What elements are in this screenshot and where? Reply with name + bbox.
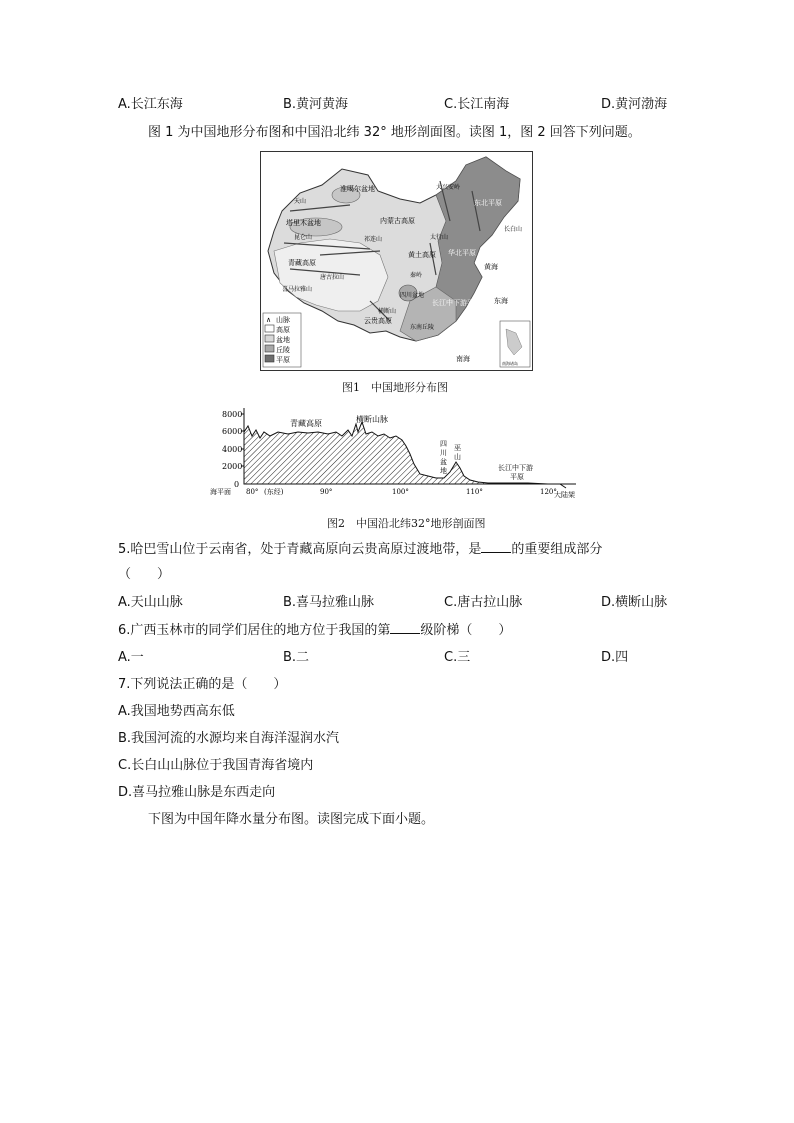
- figure-intro: 图 1 为中国地形分布图和中国沿北纬 32° 地形剖面图。读图 1，图 2 回答下列问题。: [148, 125, 641, 140]
- x-tick-120: 120°: [540, 488, 557, 496]
- q5-stem-tail: 的重要组成部分: [511, 542, 603, 557]
- y-tick-0: 0: [234, 480, 240, 489]
- q6-option-d[interactable]: D.四: [601, 650, 629, 665]
- map-label-tanggula: 唐古拉山: [320, 274, 345, 281]
- south-sea-inset: [500, 321, 530, 367]
- map-label-qinling: 秦岭: [410, 272, 423, 279]
- q4-option-a[interactable]: A.长江东海: [118, 97, 183, 112]
- profile-label-sichuan-2: 川: [440, 449, 447, 457]
- q5-option-b[interactable]: B.喜马拉雅山脉: [283, 595, 375, 610]
- figure1-caption: 图1 中国地形分布图: [342, 381, 448, 394]
- profile-label-changjiang-2: 平原: [510, 473, 524, 481]
- map-label-junggar: 准噶尔盆地: [340, 185, 375, 193]
- q6-stem-tail: 级阶梯（ ）: [420, 623, 512, 638]
- map-label-daxinganling: 大兴安岭: [436, 184, 461, 191]
- map-label-neimenggu: 内蒙古高原: [380, 217, 415, 225]
- q5-option-c[interactable]: C.唐古拉山脉: [444, 595, 523, 610]
- x-tick-90: 90°: [320, 488, 333, 496]
- x-tick-110: 110°: [466, 488, 483, 496]
- y-tick-6000: 6000: [222, 427, 243, 436]
- china-terrain-map: [260, 151, 533, 371]
- profile-label-hengduan: 横断山脉: [356, 415, 388, 424]
- legend-label-plain: 平原: [276, 356, 290, 364]
- map-label-changbai: 长白山: [504, 226, 523, 233]
- map-label-dongbei: 东北平原: [474, 199, 502, 207]
- q5-blank: [481, 540, 511, 553]
- map-label-nanhai: 南海: [456, 355, 470, 363]
- q5-paren: （ ）: [118, 567, 171, 582]
- map-label-yungui: 云贵高原: [364, 317, 392, 325]
- q6-option-c[interactable]: C.三: [444, 650, 471, 665]
- y-tick-2000: 2000: [222, 462, 243, 471]
- profile-terrain: [244, 422, 548, 484]
- map-label-sichuan: 四川盆地: [400, 292, 425, 299]
- map-label-tarim: 塔里木盆地: [286, 219, 321, 227]
- map-label-huanghai: 黄海: [484, 263, 498, 271]
- map-label-hengduan: 横断山: [378, 308, 397, 315]
- map-label-huangtu: 黄土高原: [408, 251, 436, 259]
- map-label-tianshan: 天山: [294, 198, 307, 205]
- y-tick-8000: 8000: [222, 410, 243, 419]
- x-unit: (东经): [264, 488, 284, 496]
- q6-options: [118, 649, 678, 667]
- map-label-taihang: 太行山: [430, 234, 449, 241]
- profile-label-sichuan-3: 盆: [440, 458, 447, 466]
- map-label-donghai: 东海: [494, 297, 508, 305]
- q7-option-b[interactable]: B.我国河流的水源均来自海洋湿润水汽: [118, 731, 340, 746]
- profile-label-qingzang: 青藏高原: [290, 419, 322, 428]
- legend-icon-mountain: ∧: [266, 316, 272, 324]
- terrain-profile: [208, 402, 588, 502]
- next-figure-intro: 下图为中国年降水量分布图。读图完成下面小题。: [148, 812, 435, 827]
- profile-svg: [208, 402, 588, 502]
- x-tick-80: 80°: [246, 488, 259, 496]
- legend-label-hills: 丘陵: [276, 346, 290, 354]
- q5-option-a[interactable]: A.天山山脉: [118, 595, 183, 610]
- x-tick-100: 100°: [392, 488, 409, 496]
- map-label-changjiang: 长江中下游平原: [432, 299, 481, 307]
- q6-stem-text: 6.广西玉林市的同学们居住的地方位于我国的第: [118, 623, 391, 638]
- profile-label-changjiang-1: 长江中下游: [498, 464, 533, 472]
- q6-stem: [118, 621, 511, 640]
- profile-label-wushan-1: 巫: [454, 444, 461, 452]
- map-label-ximalaya: 喜马拉雅山: [282, 286, 313, 293]
- map-label-qilian: 祁连山: [364, 236, 383, 243]
- q6-option-a[interactable]: A.一: [118, 650, 144, 665]
- q5-option-d[interactable]: D.横断山脉: [601, 595, 668, 610]
- q5-stem: [118, 540, 602, 559]
- profile-label-sichuan-4: 地: [440, 467, 447, 475]
- map-label-dongnan: 东南丘陵: [410, 324, 435, 331]
- map-label-qingzang: 青藏高原: [288, 259, 316, 267]
- profile-label-wushan-2: 山: [454, 453, 461, 461]
- q6-blank: [390, 621, 420, 634]
- shelf-label: 大陆架: [554, 491, 575, 499]
- y-tick-4000: 4000: [222, 445, 243, 454]
- q7-option-a[interactable]: A.我国地势西高东低: [118, 704, 235, 719]
- q6-option-b[interactable]: B.二: [283, 650, 310, 665]
- map-label-kunlun: 昆仑山: [294, 234, 313, 241]
- legend-label-basin: 盆地: [276, 336, 290, 344]
- q4-option-c[interactable]: C.长江南海: [444, 97, 510, 112]
- map-legend: [263, 313, 301, 367]
- map-svg: [260, 151, 533, 371]
- legend-label-plateau: 高原: [276, 326, 290, 334]
- q4-option-d[interactable]: D.黄河渤海: [601, 97, 668, 112]
- q4-options: [118, 96, 678, 114]
- legend-label-mountain: 山脉: [276, 316, 290, 324]
- sea-level-label: 海平面: [210, 488, 231, 496]
- figure2-caption: 图2 中国沿北纬32°地形剖面图: [327, 517, 486, 530]
- q5-options: [118, 594, 678, 612]
- map-label-huabei: 华北平原: [448, 249, 476, 257]
- inset-label: 南海诸岛: [502, 361, 518, 366]
- q5-stem-text: 5.哈巴雪山位于云南省，处于青藏高原向云贵高原过渡地带，是: [118, 542, 482, 557]
- q7-option-d[interactable]: D.喜马拉雅山脉是东西走向: [118, 785, 276, 800]
- q4-option-b[interactable]: B.黄河黄海: [283, 97, 349, 112]
- q7-option-c[interactable]: C.长白山山脉位于我国青海省境内: [118, 758, 314, 773]
- profile-label-sichuan-1: 四: [440, 440, 447, 448]
- q7-stem: 7.下列说法正确的是（ ）: [118, 677, 287, 692]
